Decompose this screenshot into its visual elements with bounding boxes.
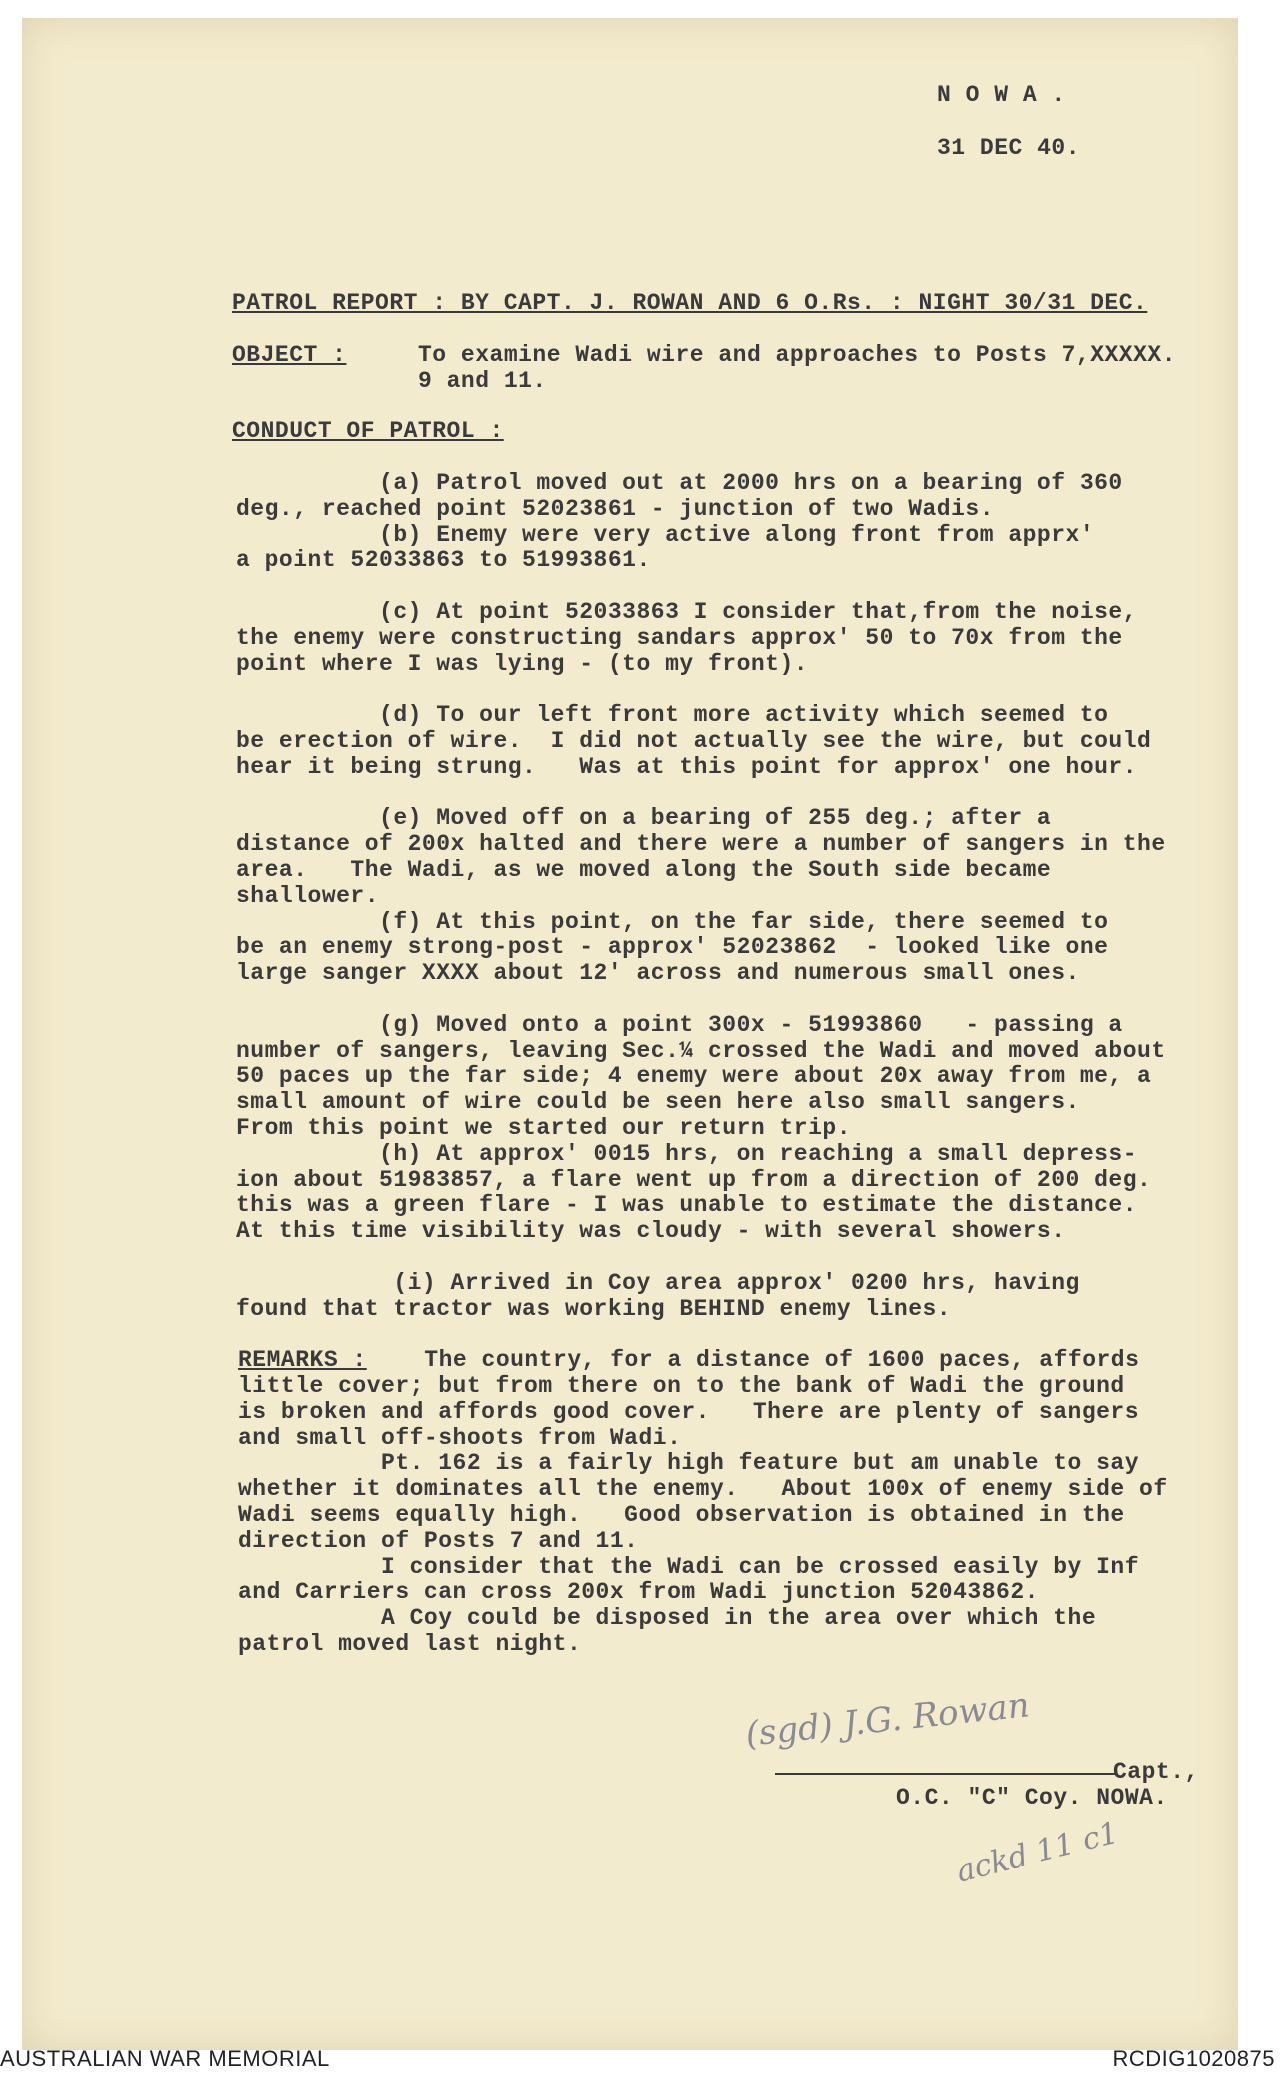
text-line: hear it being strung. Was at this point for approx' one hour. (236, 753, 1138, 780)
text-line: a point 52033863 to 51993861. (236, 547, 651, 574)
text-line: little cover; but from there on to the bank of Wadi the ground (238, 1373, 1125, 1399)
handwritten-signature: (sgd) J.G. Rowan (743, 1685, 1032, 1755)
unit-name: N O W A . (937, 82, 1066, 108)
remarks-label: REMARKS : (238, 1347, 367, 1373)
text-line: (c) At point 52033863 I consider that,from the noise, (236, 599, 1138, 625)
text-line: and Carriers can cross 200x from Wadi junction 52043862. (238, 1579, 1039, 1606)
text-line: be an enemy strong-post - approx' 52023862 - looked like one (236, 934, 1109, 961)
remarks-first-line: The country, for a distance of 1600 paces, affords (410, 1347, 1140, 1373)
text-line: deg., reached point 52023861 - junction of two Wadis. (236, 495, 995, 522)
text-line: Wadi seems equally high. Good observation is obtained in the (238, 1502, 1125, 1528)
text-line: distance of 200x halted and there were a number of sangers in the (236, 831, 1166, 858)
signature-rank: Capt., (1113, 1759, 1199, 1785)
text-line: patrol moved last night. (238, 1631, 582, 1657)
footer-reference: RCDIG1020875 (1112, 2046, 1275, 2071)
text-line: large sanger XXXX about 12' across and numerous small ones. (236, 960, 1080, 987)
signature-line (775, 1773, 1115, 1775)
signature-appointment: O.C. "C" Coy. NOWA. (896, 1785, 1168, 1811)
text-line: direction of Posts 7 and 11. (238, 1527, 639, 1554)
object-label: OBJECT : (232, 342, 347, 368)
text-line: A Coy could be disposed in the area over which the (238, 1605, 1097, 1632)
report-date: 31 DEC 40. (937, 135, 1081, 161)
text-line: (e) Moved off on a bearing of 255 deg.; after a (236, 805, 1052, 832)
text-line: and small off-shoots from Wadi. (238, 1424, 682, 1451)
text-line: found that tractor was working BEHIND enemy lines. (236, 1295, 952, 1322)
text-line: (i) Arrived in Coy area approx' 0200 hrs, having (236, 1269, 1080, 1296)
text-line: 50 paces up the far side; 4 enemy were about 20x away from me, a (236, 1063, 1152, 1090)
text-line: (f) At this point, on the far side, there seemed to (236, 908, 1109, 935)
report-title: PATROL REPORT : BY CAPT. J. ROWAN AND 6 O.Rs. : NIGHT 30/31 DEC. (232, 290, 1148, 316)
text-line: I consider that the Wadi can be crossed easily by Inf (238, 1553, 1140, 1580)
text-line: (b) Enemy were very active along front from apprx' (236, 521, 1095, 548)
text-line: From this point we started our return trip. (236, 1115, 851, 1141)
text-line: area. The Wadi, as we moved along the South side became (236, 857, 1052, 883)
text-line: point where I was lying - (to my front). (236, 650, 809, 677)
text-line: is broken and affords good cover. There are plenty of sangers (238, 1398, 1140, 1425)
text-line: this was a green flare - I was unable to estimate the distance. (236, 1192, 1138, 1219)
conduct-heading: CONDUCT OF PATROL : (232, 418, 504, 444)
footer-archive: AUSTRALIAN WAR MEMORIAL (0, 2046, 330, 2071)
handwritten-initials: ackd 11 c1 (953, 1815, 1122, 1890)
text-line: small amount of wire could be seen here also small sangers. (236, 1089, 1080, 1116)
text-line: (a) Patrol moved out at 2000 hrs on a bearing of 360 (236, 470, 1123, 496)
text-line: (d) To our left front more activity which seemed to (236, 702, 1109, 729)
text-line: Pt. 162 is a fairly high feature but am unable to say (238, 1450, 1140, 1477)
text-line: number of sangers, leaving Sec.¼ crossed the Wadi and moved about (236, 1037, 1166, 1064)
text-line: At this time visibility was cloudy - with several showers. (236, 1218, 1066, 1245)
text-line: whether it dominates all the enemy. About 100x of enemy side of (238, 1476, 1168, 1503)
object-line-2: 9 and 11. (418, 368, 547, 394)
text-line: (h) At approx' 0015 hrs, on reaching a small depress- (236, 1140, 1138, 1167)
object-line-1: To examine Wadi wire and approaches to Posts 7,XXXXX. (418, 342, 1177, 368)
text-line: ion about 51983857, a flare went up from a direction of 200 deg. (236, 1166, 1152, 1193)
text-line: be erection of wire. I did not actually see the wire, but could (236, 728, 1152, 754)
text-line: the enemy were constructing sandars approx' 50 to 70x from the (236, 624, 1123, 651)
text-line: shallower. (236, 882, 380, 909)
text-line: (g) Moved onto a point 300x - 51993860 - passing a (236, 1011, 1123, 1038)
